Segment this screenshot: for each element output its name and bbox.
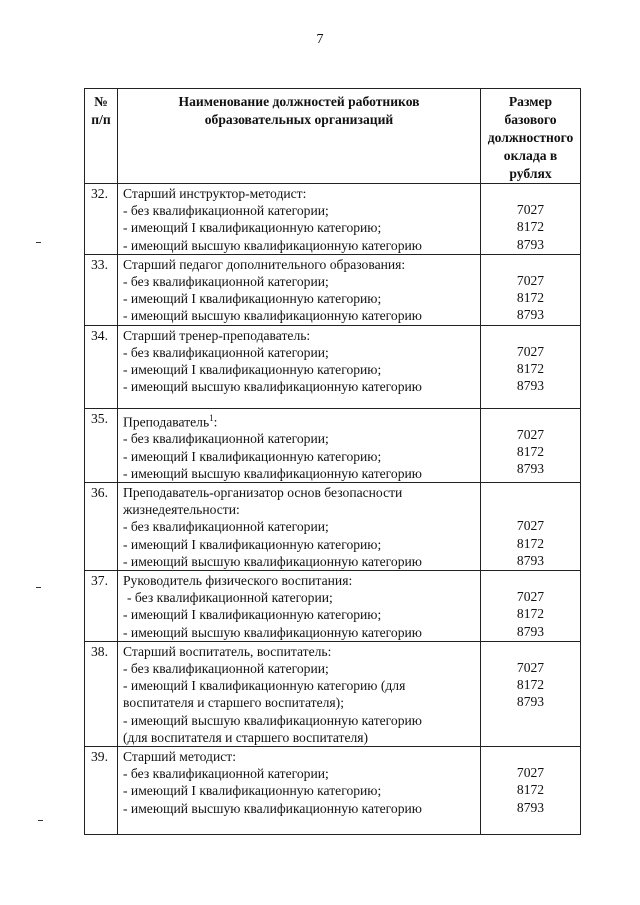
salary-value: 8793 — [516, 694, 545, 710]
position-title — [123, 410, 480, 431]
salary-value: 8793 — [516, 378, 545, 394]
row-number: 34. — [85, 325, 118, 408]
salary-value: 8172 — [516, 219, 545, 235]
header-text: п/п — [91, 112, 111, 127]
category-line: - имеющий высшую квалификационную категорию — [123, 379, 422, 395]
salary-value: 8793 — [516, 236, 545, 252]
scan-mark — [36, 587, 41, 588]
position-title: Старший воспитатель, воспитатель: — [123, 643, 332, 659]
category-line: - имеющий высшую квалификационную категорию — [123, 624, 422, 640]
table-row — [85, 254, 581, 325]
header-text: Наименование должностей работников — [178, 94, 420, 109]
col-name-header — [118, 89, 481, 184]
salary-cell — [481, 747, 581, 835]
salary-value: 8172 — [516, 606, 545, 622]
table-row — [85, 570, 581, 641]
salary-value: 7027 — [516, 518, 545, 534]
position-title: Руководитель физического воспитания: — [123, 572, 353, 588]
header-text: рублях — [509, 166, 552, 181]
header-text: образовательных организаций — [204, 112, 394, 127]
position-cell — [118, 482, 481, 570]
salary-value: 7027 — [516, 765, 545, 781]
salary-value: 8172 — [516, 361, 545, 377]
salary-value: 8793 — [516, 799, 545, 815]
category-line: - без квалификационной категории; — [123, 344, 329, 360]
salary-cell — [481, 408, 581, 482]
category-line: - без квалификационной категории; — [123, 766, 329, 782]
category-line: воспитателя и старшего воспитателя); — [123, 695, 344, 711]
row-number: 33. — [85, 254, 118, 325]
salary-value: 7027 — [516, 589, 545, 605]
header-text: № — [94, 94, 108, 109]
scan-mark — [38, 820, 43, 821]
table-row — [85, 747, 581, 835]
position-cell — [118, 570, 481, 641]
category-line: - имеющий I квалификационную категорию; — [123, 448, 382, 464]
salary-value: 7027 — [516, 343, 545, 359]
row-number: 36. — [85, 482, 118, 570]
row-number: 38. — [85, 641, 118, 746]
table-row — [85, 184, 581, 255]
category-line: - имеющий I квалификационную категорию; — [123, 220, 382, 236]
position-cell — [118, 747, 481, 835]
row-number: 37. — [85, 570, 118, 641]
table-row — [85, 325, 581, 408]
table-row — [85, 482, 581, 570]
col-size-header — [481, 89, 581, 184]
row-number: 32. — [85, 184, 118, 255]
salary-value: 8172 — [516, 535, 545, 551]
salary-cell — [481, 570, 581, 641]
category-line: - имеющий I квалификационную категорию; — [123, 536, 382, 552]
category-line: - имеющий I квалификационную категорию; — [123, 607, 382, 623]
salary-cell — [481, 184, 581, 255]
salary-value: 7027 — [516, 426, 545, 442]
category-line: - имеющий высшую квалификационную категорию — [123, 553, 422, 569]
category-line: - без квалификационной категории; — [123, 274, 329, 290]
category-line: - имеющий высшую квалификационную категорию — [123, 308, 422, 324]
salary-value: 8793 — [516, 552, 545, 568]
category-line: - имеющий высшую квалификационную категорию — [123, 712, 422, 728]
scan-mark — [36, 242, 41, 243]
salary-value: 7027 — [516, 660, 545, 675]
position-title: Старший педагог дополнительного образования: — [123, 256, 406, 272]
position-cell — [118, 325, 481, 408]
salary-value: 8172 — [516, 782, 545, 798]
salary-value: 8172 — [516, 444, 545, 460]
position-title: Старший инструктор-методист: — [123, 186, 307, 201]
position-title: Старший методист: — [123, 749, 236, 765]
table-row — [85, 408, 581, 482]
category-line: - имеющий I квалификационную категорию; — [123, 362, 382, 378]
category-line: - без квалификационной категории; — [123, 431, 329, 447]
position-title: Преподаватель-организатор основ безопасности — [123, 484, 403, 500]
row-number: 39. — [85, 747, 118, 835]
salary-cell — [481, 482, 581, 570]
salary-value: 7027 — [516, 202, 545, 218]
salary-cell — [481, 254, 581, 325]
category-line: - имеющий I квалификационную категорию; — [123, 291, 382, 307]
category-line: - имеющий I квалификационную категорию; — [123, 783, 382, 799]
position-title: жизнедеятельности: — [123, 502, 240, 518]
category-line: - без квалификационной категории; — [123, 203, 329, 219]
salary-value: 8793 — [516, 307, 545, 323]
salary-cell — [481, 641, 581, 746]
position-cell — [118, 184, 481, 255]
salary-table — [84, 88, 581, 835]
footnote-mark: 1 — [209, 412, 214, 423]
position-title-text: Преподаватель — [123, 414, 210, 430]
header-text: базового — [504, 112, 557, 127]
page-number: 7 — [316, 32, 324, 47]
salary-value: 8793 — [516, 461, 545, 477]
category-line: - имеющий I квалификационную категорию (для — [123, 678, 406, 694]
header-text: Размер — [508, 94, 553, 109]
category-line: (для воспитателя и старшего воспитателя) — [123, 729, 369, 745]
salary-value: 7027 — [516, 273, 545, 289]
category-line: - имеющий высшую квалификационную категорию — [123, 237, 422, 253]
position-title: Старший тренер-преподаватель: — [123, 327, 311, 343]
position-cell — [118, 641, 481, 746]
position-cell — [118, 408, 481, 482]
title-suffix: : — [213, 414, 218, 430]
category-line: - без квалификационной категории; — [123, 519, 329, 535]
salary-value: 8172 — [516, 677, 545, 693]
salary-value: 8172 — [516, 290, 545, 306]
category-line: - имеющий высшую квалификационную категорию — [123, 465, 422, 481]
position-cell — [118, 254, 481, 325]
col-number-header — [85, 89, 118, 184]
salary-value: 8793 — [516, 623, 545, 639]
category-line: - без квалификационной категории; — [123, 661, 329, 676]
row-number: 35. — [85, 408, 118, 482]
category-line: - без квалификационной категории; — [127, 590, 333, 606]
table-header-row — [85, 89, 581, 184]
table-row — [85, 641, 581, 746]
category-line: - имеющий высшую квалификационную категорию — [123, 800, 422, 816]
header-text: оклада в — [503, 148, 558, 163]
salary-cell — [481, 325, 581, 408]
header-text: должностного — [487, 130, 574, 145]
